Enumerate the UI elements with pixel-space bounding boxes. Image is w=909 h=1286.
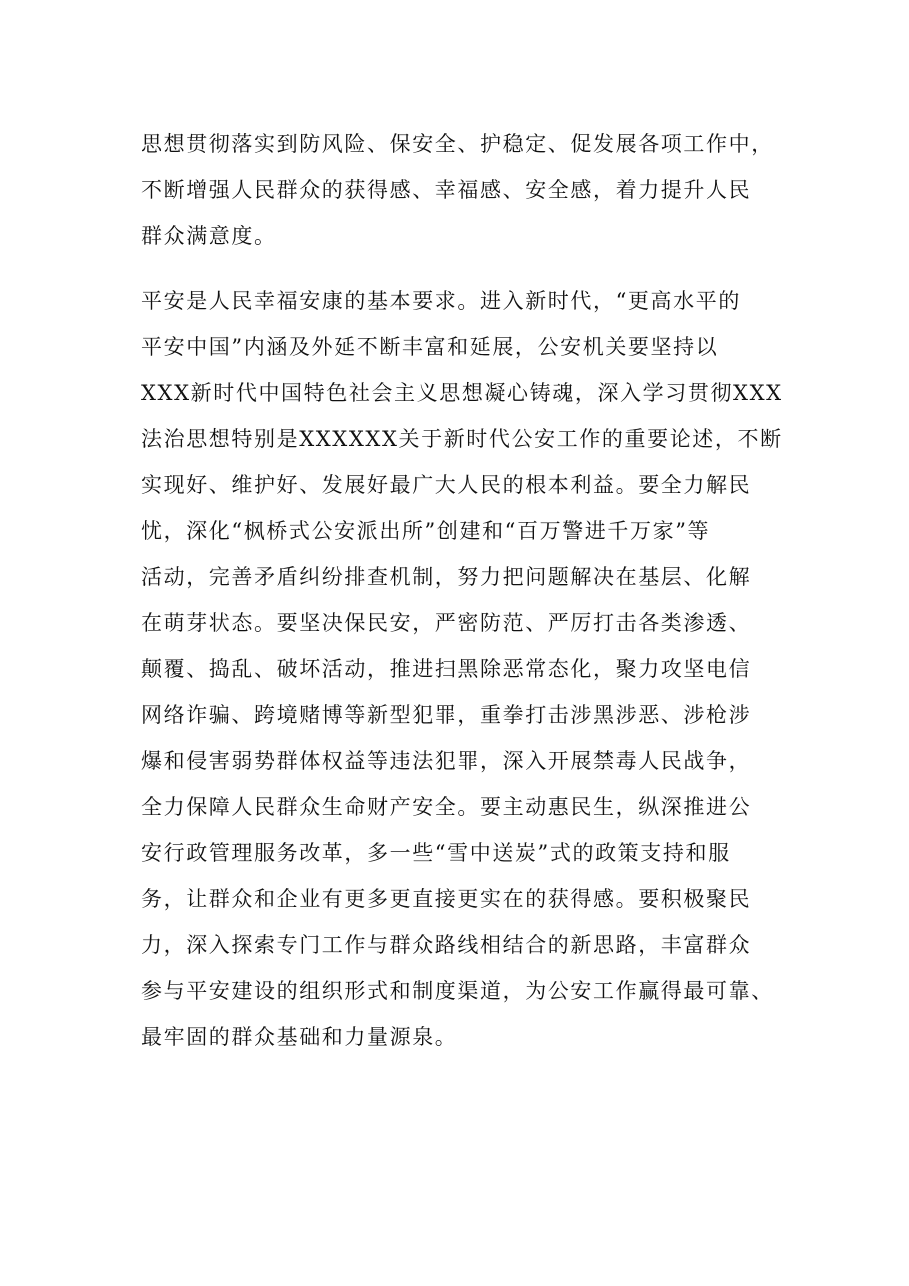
- text-line: 思想贯彻落实到防风险、保安全、护稳定、促发展各项工作中，: [141, 132, 774, 156]
- paragraph-2: [141, 278, 781, 1060]
- text-line: 在萌芽状态。要坚决保民安，严密防范、严厉打击各类渗透、: [141, 611, 752, 635]
- text-line: 实现好、维护好、发展好最广大人民的根本利益。要全力解民: [141, 473, 752, 497]
- text-line: 爆和侵害弱势群体权益等违法犯罪，深入开展禁毒人民战争，: [141, 749, 752, 773]
- text-line: 法治思想特别是XXXXXX关于新时代公安工作的重要论述，不断: [141, 427, 783, 451]
- text-line: 活动，完善矛盾纠纷排查机制，努力把问题解决在基层、化解: [141, 565, 752, 589]
- text-line: 忧，深化“枫桥式公安派出所”创建和“百万警进千万家”等: [141, 519, 711, 543]
- text-line: 群众满意度。: [141, 224, 277, 248]
- text-line: 平安是人民幸福安康的基本要求。进入新时代，“更高水平的: [141, 289, 741, 313]
- text-line: 参与平安建设的组织形式和制度渠道，为公安工作赢得最可靠、: [141, 979, 774, 1003]
- text-line: 力，深入探索专门工作与群众路线相结合的新思路，丰富群众: [141, 933, 752, 957]
- text-line: 安行政管理服务改革，多一些“雪中送炭”式的政策支持和服: [141, 841, 731, 865]
- text-line: 全力保障人民群众生命财产安全。要主动惠民生，纵深推进公: [141, 795, 752, 819]
- text-line: 不断增强人民群众的获得感、幸福感、安全感，着力提升人民: [141, 178, 752, 202]
- paragraph-1: [141, 121, 781, 259]
- text-line: 网络诈骗、跨境赌博等新型犯罪，重拳打击涉黑涉恶、涉枪涉: [141, 703, 752, 727]
- text-line: XXX新时代中国特色社会主义思想凝心铸魂，深入学习贯彻XXX: [141, 381, 783, 405]
- text-line: 平安中国”内涵及外延不断丰富和延展，公安机关要坚持以: [141, 335, 719, 359]
- text-line: 务，让群众和企业有更多更直接更实在的获得感。要积极聚民: [141, 887, 752, 911]
- text-line: 最牢固的群众基础和力量源泉。: [141, 1025, 458, 1049]
- text-line: 颠覆、捣乱、破坏活动，推进扫黑除恶常态化，聚力攻坚电信: [141, 657, 752, 681]
